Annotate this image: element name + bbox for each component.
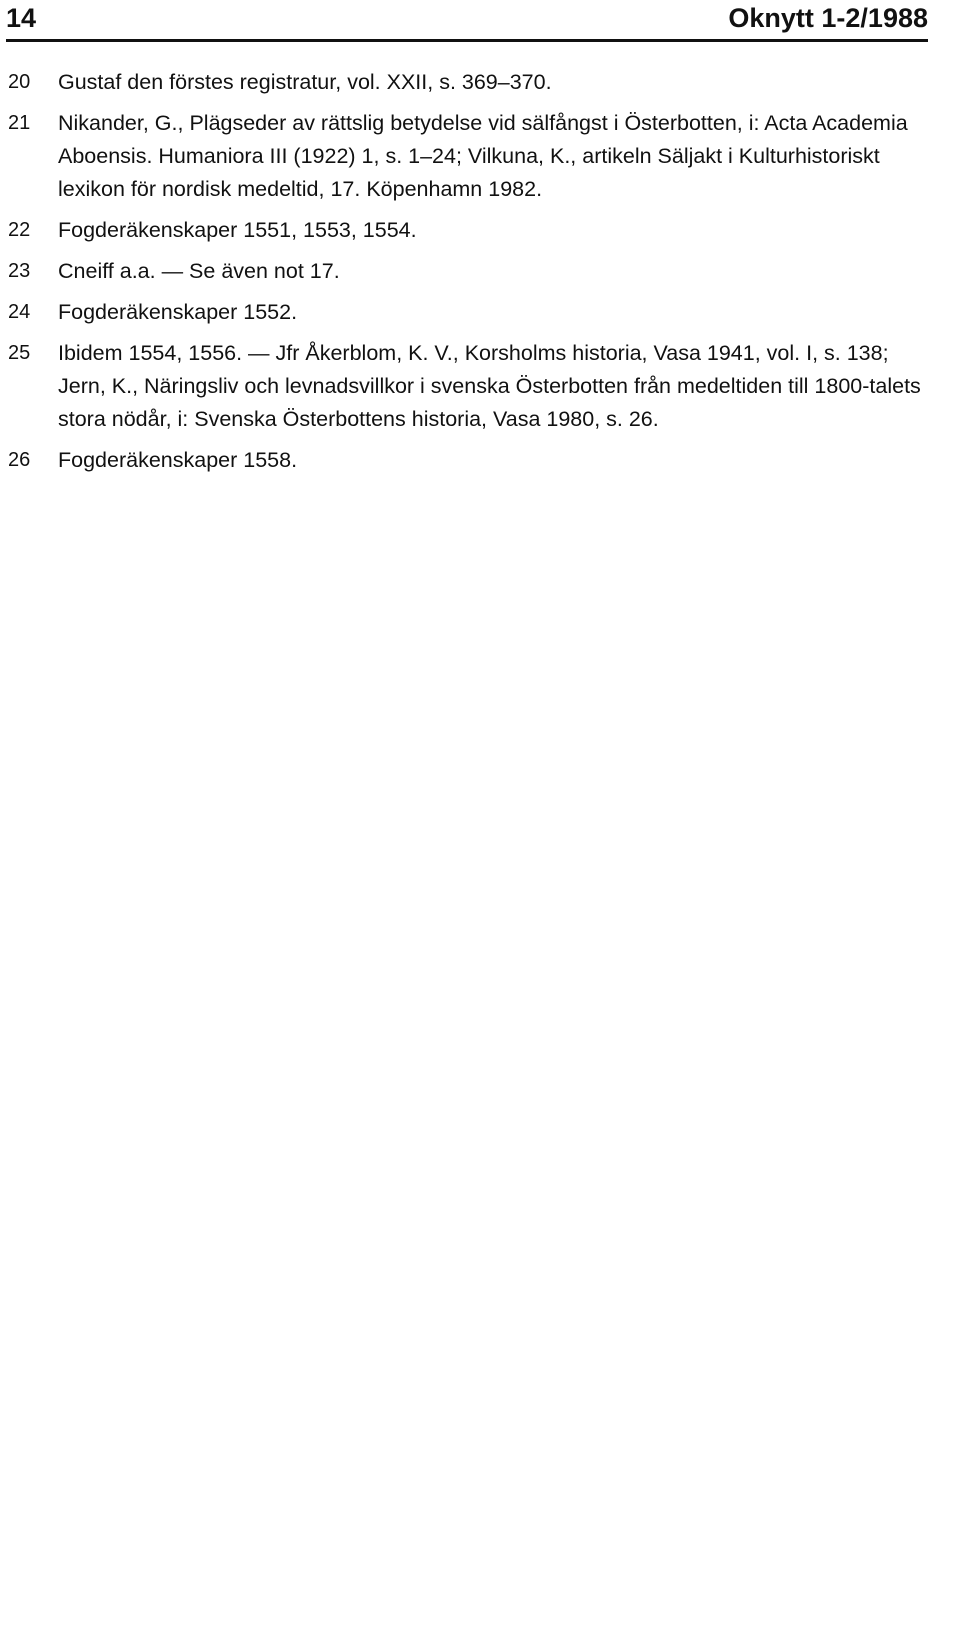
page-header (6, 0, 928, 40)
footnote-23 (8, 255, 926, 288)
footnote-number: 25 (8, 342, 31, 364)
footnote-number: 21 (8, 112, 31, 134)
footnote-22 (8, 214, 926, 247)
footnote-number: 22 (8, 219, 31, 241)
footnotes-list (8, 66, 926, 485)
footnote-26 (8, 444, 926, 477)
footnote-20 (8, 66, 926, 99)
footnote-text: Gustaf den förstes registratur, vol. XXII, s. 369–370. (58, 70, 552, 94)
footnote-number: 24 (8, 301, 31, 323)
header-rule (6, 39, 928, 42)
footnote-24 (8, 296, 926, 329)
footnote-text: Fogderäkenskaper 1551, 1553, 1554. (58, 218, 417, 242)
footnote-text: Cneiff a.a. — Se även not 17. (58, 259, 340, 283)
footnote-25 (8, 337, 926, 436)
footnote-21 (8, 107, 926, 206)
footnote-text: Fogderäkenskaper 1558. (58, 448, 298, 472)
footnote-number: 26 (8, 449, 31, 471)
footnote-text: Nikander, G., Plägseder av rättslig betydelse vid sälfångst i Österbotten, i: Acta Academia Aboensis. Humaniora III (1922) 1, s. 1–24; Vilkuna, K., artikeln Säljakt i Kulturhistoriskt lexikon för nordisk medeltid, 17. Köpenhamn 1982. (58, 111, 908, 201)
footnote-number: 23 (8, 260, 31, 282)
journal-title: Oknytt 1-2/1988 (728, 3, 928, 33)
footnote-text: Ibidem 1554, 1556. — Jfr Åkerblom, K. V., Korsholms historia, Vasa 1941, vol. I, s. 138; Jern, K., Näringsliv och levnadsvillkor i svenska Österbotten från medeltiden till 1800-talets stora nödår, i: Svenska Österbottens historia, Vasa 1980, s. 26. (58, 341, 921, 431)
footnote-text: Fogderäkenskaper 1552. (58, 300, 298, 324)
page-number: 14 (6, 3, 37, 33)
footnote-number: 20 (8, 71, 31, 93)
